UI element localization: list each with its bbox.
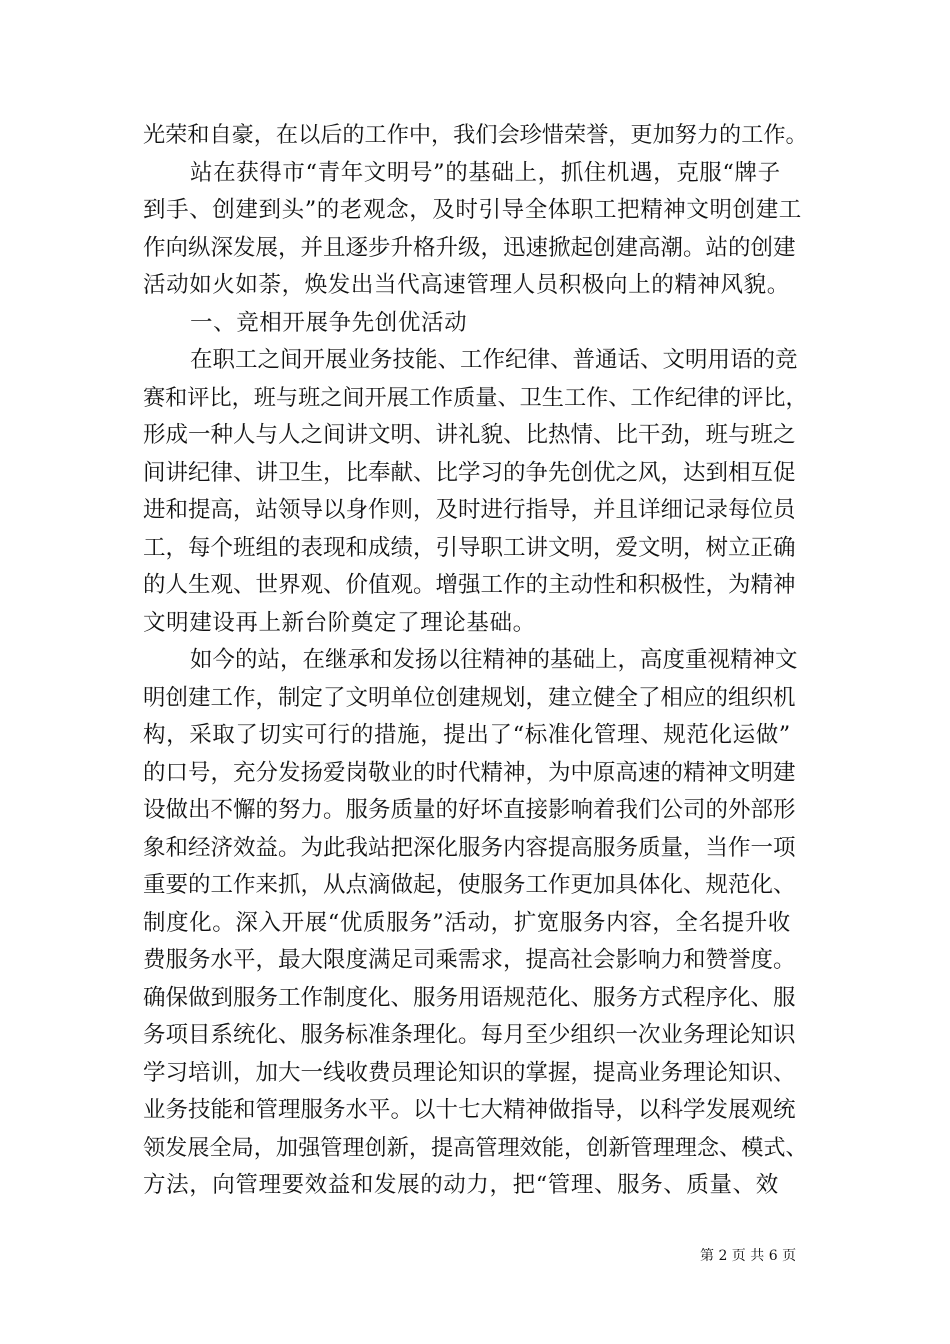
text-line-23: 费服务水平，最大限度满足司乘需求，提高社会影响力和赞誉度。: [143, 947, 796, 973]
text-line-18: 的口号，充分发扬爱岗敬业的时代精神，为中原高速的精神文明建: [143, 760, 796, 786]
text-line-14: 文明建设再上新台阶奠定了理论基础。: [143, 610, 536, 636]
text-line-11: 进和提高，站领导以身作则，及时进行指导，并且详细记录每位员: [143, 497, 796, 523]
text-line-13: 的人生观、世界观、价值观。增强工作的主动性和积极性，为精神: [143, 572, 796, 598]
text-line-16: 明创建工作，制定了文明单位创建规划，建立健全了相应的组织机: [143, 685, 796, 711]
page-number: 第 2 页 共 6 页: [700, 1248, 797, 1264]
text-line-19: 设做出不懈的努力。服务质量的好坏直接影响着我们公司的外部形: [143, 797, 796, 823]
section-heading: 一、竞相开展争先创优活动: [190, 310, 468, 336]
text-line-27: 业务技能和管理服务水平。以十七大精神做指导，以科学发展观统: [143, 1097, 796, 1123]
text-line-7: 在职工之间开展业务技能、工作纪律、普通话、文明用语的竞: [190, 347, 798, 373]
text-line-28: 领发展全局，加强管理创新，提高管理效能，创新管理理念、模式、: [143, 1135, 808, 1161]
text-line-24: 确保做到服务工作制度化、服务用语规范化、服务方式程序化、服: [143, 985, 796, 1011]
text-line-8: 赛和评比，班与班之间开展工作质量、卫生工作、工作纪律的评比，: [143, 385, 808, 411]
text-line-2: 站在获得市“青年文明号”的基础上，抓住机遇，克服“牌子: [190, 160, 781, 186]
text-line-20: 象和经济效益。为此我站把深化服务内容提高服务质量，当作一项: [143, 835, 796, 861]
text-line-15: 如今的站，在继承和发扬以往精神的基础上，高度重视精神文: [190, 647, 798, 673]
text-line-12: 工，每个班组的表现和成绩，引导职工讲文明，爱文明，树立正确: [143, 535, 796, 561]
text-line-1: 光荣和自豪，在以后的工作中，我们会珍惜荣誉，更加努力的工作。: [143, 122, 808, 148]
text-line-26: 学习培训，加大一线收费员理论知识的掌握，提高业务理论知识、: [143, 1060, 796, 1086]
text-line-10: 间讲纪律、讲卫生，比奉献、比学习的争先创优之风，达到相互促: [143, 460, 796, 486]
text-line-21: 重要的工作来抓，从点滴做起，使服务工作更加具体化、规范化、: [143, 872, 796, 898]
text-line-3: 到手、创建到头”的老观念，及时引导全体职工把精神文明创建工: [143, 197, 802, 223]
text-line-17: 构，采取了切实可行的措施，提出了“标准化管理、规范化运做”: [143, 722, 791, 748]
text-line-9: 形成一种人与人之间讲文明、讲礼貌、比热情、比干劲，班与班之: [143, 422, 796, 448]
text-line-25: 务项目系统化、服务标准条理化。每月至少组织一次业务理论知识: [143, 1022, 796, 1048]
text-line-22: 制度化。深入开展“优质服务”活动，扩宽服务内容，全名提升收: [143, 910, 791, 936]
text-line-5: 活动如火如荼，焕发出当代高速管理人员积极向上的精神风貌。: [143, 272, 790, 298]
text-line-4: 作向纵深发展，并且逐步升格升级，迅速掀起创建高潮。站的创建: [143, 235, 796, 261]
text-line-29: 方法，向管理要效益和发展的动力，把“管理、服务、质量、效: [143, 1172, 779, 1198]
